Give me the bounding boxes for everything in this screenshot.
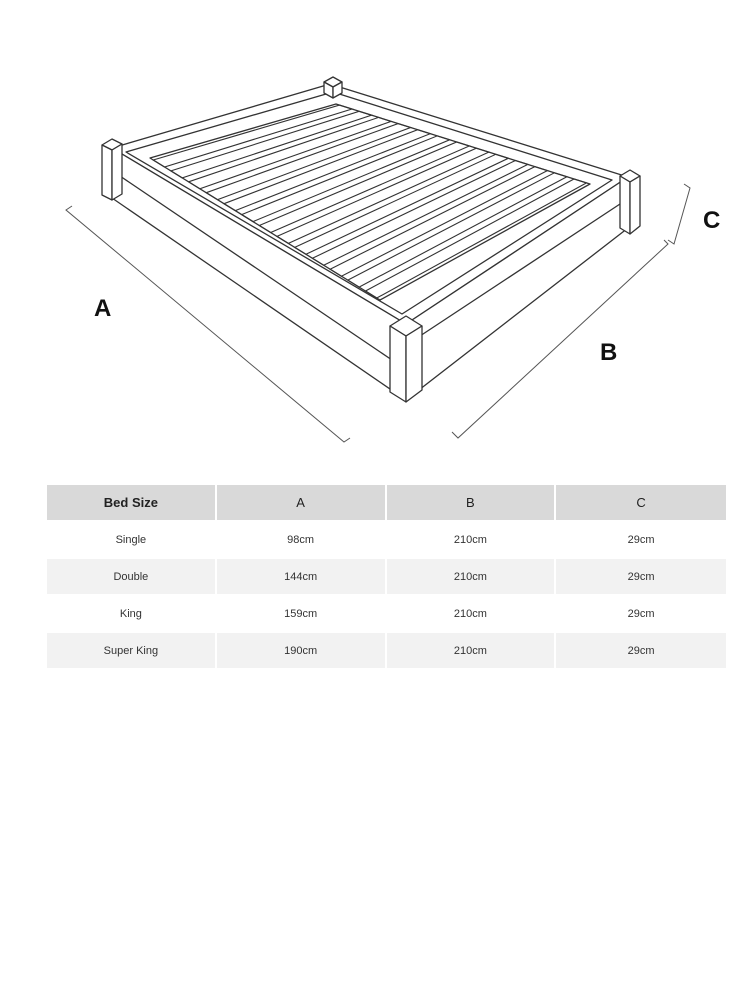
cell-a: 190cm (217, 631, 387, 668)
corner-post-left (102, 139, 122, 200)
bed-size-table (47, 485, 726, 668)
dimension-label-c: C (703, 207, 721, 234)
bed-frame-drawing (102, 77, 640, 402)
header-a: A (217, 485, 387, 520)
cell-b: 210cm (387, 631, 557, 668)
dimension-label-b: B (600, 339, 618, 366)
table-header-row (47, 485, 726, 520)
cell-a: 144cm (217, 557, 387, 594)
cell-a: 159cm (217, 594, 387, 631)
cell-b: 210cm (387, 594, 557, 631)
header-bed-size: Bed Size (47, 485, 217, 520)
corner-post-front (390, 316, 422, 402)
cell-c: 29cm (556, 520, 726, 557)
cell-bed-size: Super King (47, 631, 217, 668)
cell-b: 210cm (387, 520, 557, 557)
dimension-line-c (668, 184, 690, 244)
cell-c: 29cm (556, 631, 726, 668)
cell-bed-size: Single (47, 520, 217, 557)
table-row (47, 594, 726, 631)
cell-c: 29cm (556, 594, 726, 631)
table-row (47, 520, 726, 557)
corner-post-right (620, 170, 640, 234)
header-c: C (556, 485, 726, 520)
bed-frame-diagram (0, 0, 750, 470)
cell-a: 98cm (217, 520, 387, 557)
cell-bed-size: Double (47, 557, 217, 594)
dimension-label-a: A (94, 295, 112, 322)
table-row (47, 557, 726, 594)
cell-c: 29cm (556, 557, 726, 594)
corner-post-back (324, 77, 342, 98)
table-row (47, 631, 726, 668)
header-b: B (387, 485, 557, 520)
cell-b: 210cm (387, 557, 557, 594)
cell-bed-size: King (47, 594, 217, 631)
